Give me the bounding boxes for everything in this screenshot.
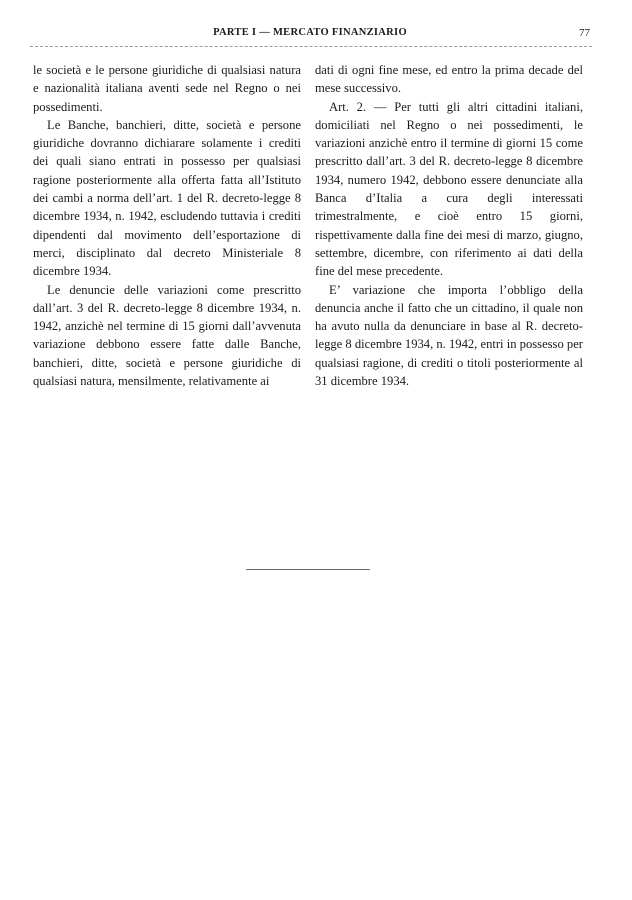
- section-end-divider: [246, 569, 370, 570]
- paragraph: dati di ogni fine mese, ed entro la prima decade del mese successivo.: [315, 63, 583, 96]
- running-title: PARTE I — MERCATO FINANZIARIO: [213, 27, 407, 38]
- paragraph: E’ variazione che importa l’obbligo della denuncia anche il fatto che un cittadino, il quale non ha avuto nulla da denunciare in base al R. decreto-legge 8 dicembre 1934, n. 1942, entri in possesso per qualsiasi ragione, di crediti o titoli posteriormente al 31 dicembre 1934.: [315, 282, 583, 389]
- paragraph: le società e le persone giuridiche di qualsiasi natura e nazionalità italiana aventi sede nel Regno o nei possedimenti.: [33, 63, 301, 114]
- page-number: 77: [579, 27, 590, 39]
- page-header: [30, 27, 590, 45]
- right-column: [315, 61, 583, 390]
- article-2-paragraph: Art. 2. — Per tutti gli altri cittadini italiani, domiciliati nel Regno o nei possedimenti, le variazioni anzichè entro il termine di giorni 15 come prescritto dall’art. 3 del R. decreto-legge 8 dicembre 1934, numero 1942, debbono essere denunciate alla Banca d’Italia a cura degli interessati trimestralmente, e cioè entro 15 giorni, rispettivamente dalla fine dei mesi di marzo, giugno, settembre, dicembre, con riferimento ai dati della fine del mese precedente.: [315, 99, 583, 279]
- paragraph: Le denuncie delle variazioni come prescritto dall’art. 3 del R. decreto-legge 8 dicembre 1934, n. 1942, anzichè nel termine di 15 giorni dall’avvenuta variazione debbono essere fatte dalle Banche, banchieri, ditte, società e persone giuridiche di qualsiasi natura, mensilmente, relativamente ai: [33, 282, 301, 389]
- header-divider: [30, 46, 592, 47]
- paragraph: Le Banche, banchieri, ditte, società e persone giuridiche dovranno dichiarare solamente i crediti dei quali siano entrati in possesso per qualsiasi ragione posteriormente alla offerta fatta all’Istituto dei cambi a norma dell’art. 1 del R. decreto-legge 8 dicembre 1934, n. 1942, escludendo tuttavia i crediti dipendenti dal movimento dell’esportazione di merci, disciplinato dal decreto Ministeriale 8 dicembre 1934.: [33, 117, 301, 279]
- left-column: [33, 61, 301, 390]
